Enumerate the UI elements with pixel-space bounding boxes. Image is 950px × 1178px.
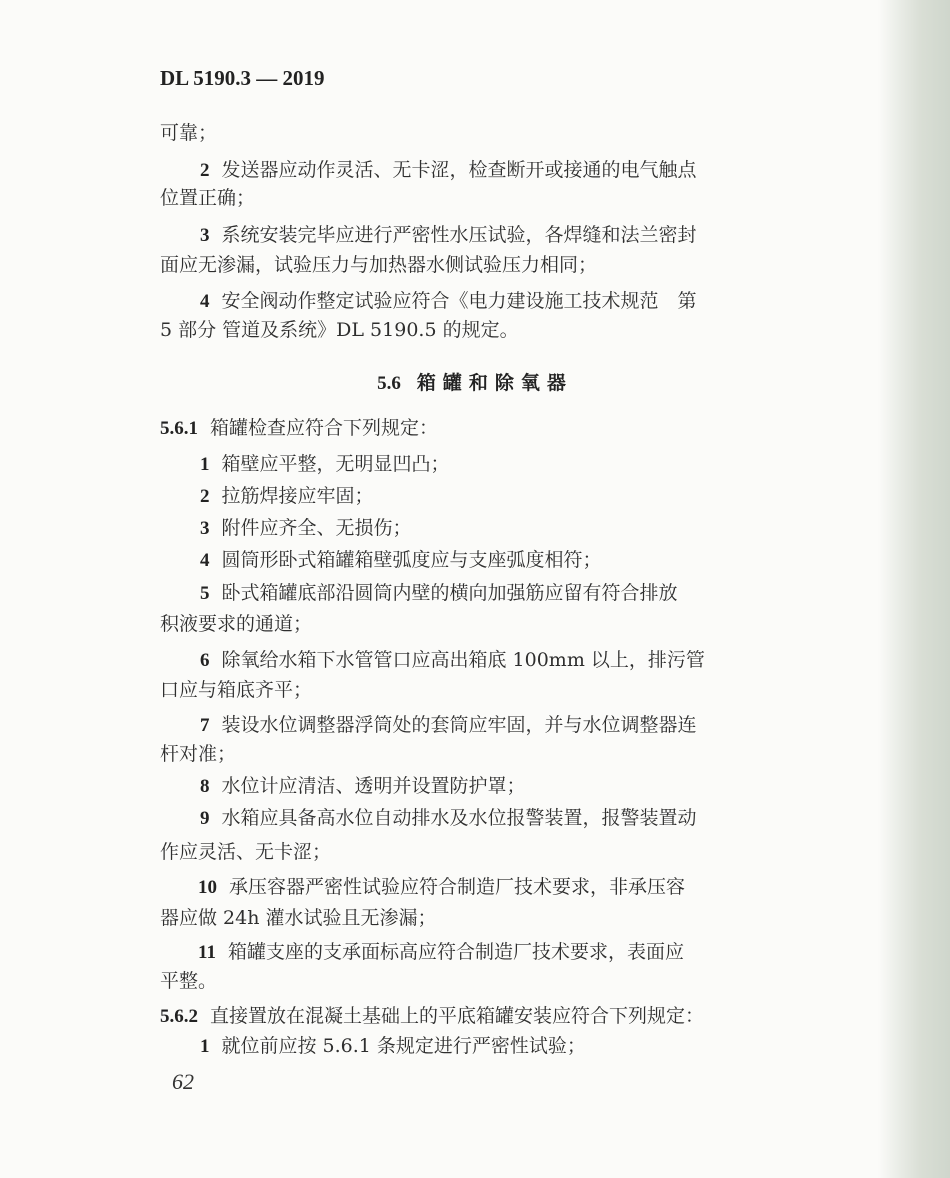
text-line: 面应无渗漏，试验压力与加热器水侧试验压力相同； xyxy=(160,254,598,276)
list-item xyxy=(200,806,697,831)
item-text: 安全阀动作整定试验应符合《电力建设施工技术规范 第 xyxy=(221,290,697,312)
item-text: 圆筒形卧式箱罐箱壁弧度应与支座弧度相符； xyxy=(221,549,602,571)
item-number: 6 xyxy=(200,650,210,671)
item-text: 拉筋焊接应牢固； xyxy=(221,485,374,507)
item-text: 就位前应按 5.6.1 条规定进行严密性试验； xyxy=(221,1035,586,1057)
text-line: 可靠； xyxy=(160,122,218,144)
clause-number: 5.6.1 xyxy=(160,418,198,439)
item-text: 卧式箱罐底部沿圆筒内壁的横向加强筋应留有符合排放 xyxy=(221,582,678,604)
text-line: 平整。 xyxy=(160,970,218,992)
list-item xyxy=(200,1034,586,1059)
item-number: 3 xyxy=(200,518,210,539)
item-text: 承压容器严密性试验应符合制造厂技术要求，非承压容 xyxy=(229,876,686,898)
list-item xyxy=(200,484,374,509)
section-heading xyxy=(0,368,950,395)
item-number: 11 xyxy=(198,942,216,963)
list-item xyxy=(200,774,526,799)
list-item xyxy=(200,223,697,248)
text-line: 器应做 24h 灌水试验且无渗漏； xyxy=(160,907,437,929)
item-number: 1 xyxy=(200,454,210,475)
item-number: 2 xyxy=(200,486,210,507)
text-line: 作应灵活、无卡涩； xyxy=(160,841,332,863)
item-text: 系统安装完毕应进行严密性水压试验，各焊缝和法兰密封 xyxy=(221,224,697,246)
text-line: 口应与箱底齐平； xyxy=(160,679,313,701)
page-edge-shadow xyxy=(878,0,950,1178)
clause-text: 直接置放在混凝土基础上的平底箱罐安装应符合下列规定： xyxy=(210,1005,705,1027)
item-number: 3 xyxy=(200,225,210,246)
item-number: 4 xyxy=(200,291,210,312)
item-number: 9 xyxy=(200,808,210,829)
list-item xyxy=(200,158,697,183)
item-text: 装设水位调整器浮筒处的套筒应牢固，并与水位调整器连 xyxy=(221,714,697,736)
page-number: 62 xyxy=(172,1069,194,1094)
item-text: 除氧给水箱下水管管口应高出箱底 100mm 以上，排污管 xyxy=(221,649,705,671)
text-line: 位置正确； xyxy=(160,187,256,209)
list-item xyxy=(198,875,685,900)
list-item xyxy=(200,289,697,314)
item-number: 7 xyxy=(200,715,210,736)
item-number: 5 xyxy=(200,583,210,604)
item-text: 箱罐支座的支承面标高应符合制造厂技术要求，表面应 xyxy=(227,941,684,963)
item-number: 8 xyxy=(200,776,210,797)
item-number: 2 xyxy=(200,160,210,181)
document-header: DL 5190.3 — 2019 xyxy=(160,66,325,90)
text-line: 5 部分 管道及系统》DL 5190.5 的规定。 xyxy=(160,319,519,341)
item-text: 箱壁应平整，无明显凹凸； xyxy=(221,453,450,475)
clause-number: 5.6.2 xyxy=(160,1006,198,1027)
item-text: 水位计应清洁、透明并设置防护罩； xyxy=(221,775,526,797)
list-item xyxy=(200,713,697,738)
section-number: 5.6 xyxy=(377,373,401,394)
item-number: 4 xyxy=(200,550,210,571)
item-number: 10 xyxy=(198,877,217,898)
list-item xyxy=(200,452,450,477)
clause-text: 箱罐检查应符合下列规定： xyxy=(210,417,439,439)
list-item xyxy=(200,648,705,673)
list-item xyxy=(200,548,602,573)
item-text: 附件应齐全、无损伤； xyxy=(221,517,412,539)
item-text: 发送器应动作灵活、无卡涩，检查断开或接通的电气触点 xyxy=(221,159,697,181)
list-item xyxy=(200,516,412,541)
clause-5-6-2 xyxy=(160,1004,704,1029)
item-number: 1 xyxy=(200,1036,210,1057)
list-item xyxy=(198,940,684,965)
text-line: 杆对准； xyxy=(160,743,237,765)
text-line: 积液要求的通道； xyxy=(160,613,313,635)
item-text: 水箱应具备高水位自动排水及水位报警装置，报警装置动 xyxy=(221,807,697,829)
list-item xyxy=(200,581,678,606)
clause-5-6-1 xyxy=(160,416,438,441)
section-title: 箱罐和除氧器 xyxy=(416,372,573,394)
